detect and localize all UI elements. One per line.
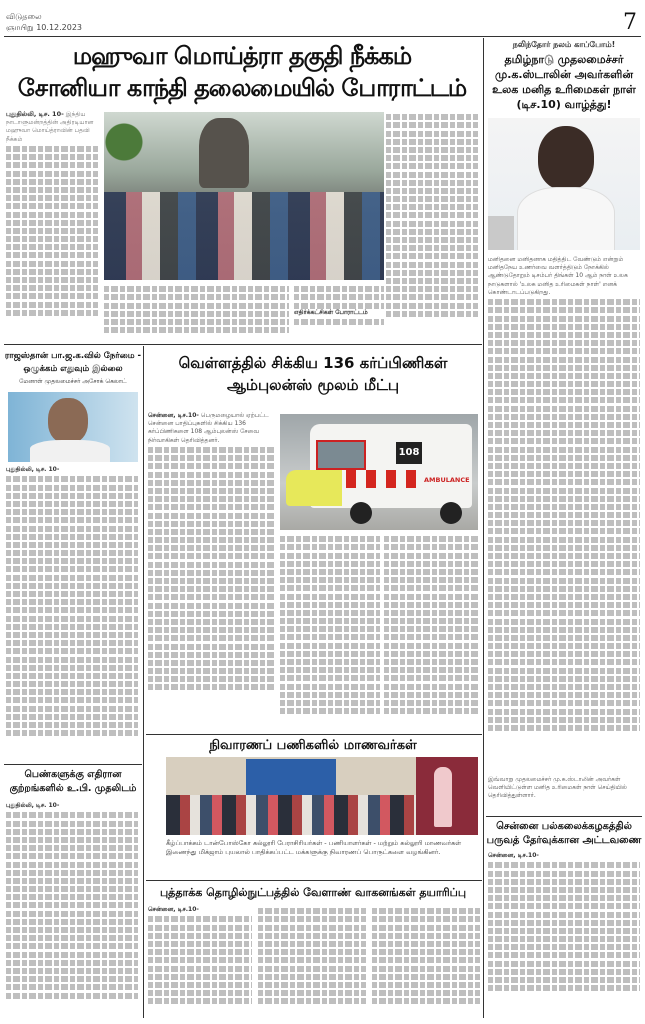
ambulance-wheel — [440, 502, 462, 524]
stalin-portrait — [488, 118, 640, 250]
portrait-head — [538, 126, 594, 190]
portrait-shirt — [518, 188, 614, 250]
lead-headline-line2: சோனியா காந்தி தலைமையில் போராட்டம் — [17, 74, 467, 102]
greeting-headline-line: தமிழ்நாடு முதலமைச்சர் — [504, 53, 624, 66]
relief-headline[interactable]: நிவாரணப் பணிகளில் மாணவர்கள் — [209, 738, 417, 753]
greeting-headline-line: மு.க.ஸ்டாலின் அவர்களின் — [495, 68, 633, 81]
portrait-bg — [488, 216, 514, 250]
ambulance-checker — [346, 470, 420, 488]
lead-story-col1 — [6, 110, 98, 340]
flood-rule — [146, 734, 482, 735]
madras-univ-dateline: சென்னை, டிச.10- — [488, 852, 539, 859]
lead-subhead: எதிர்க்கட்சிகள் போராட்டம் — [294, 308, 368, 316]
madras-univ-headline-line: சென்னை பல்கலைக்கழகத்தில் — [496, 821, 632, 832]
flood-headline-line1: வெள்ளத்தில் சிக்கிய 136 கர்ப்பிணிகள் — [178, 354, 448, 372]
banner — [246, 759, 336, 795]
gehlot-photo — [8, 392, 138, 462]
lead-story-col2 — [104, 284, 289, 340]
issue-date: ஞாயிறு 10.12.2023 — [6, 23, 83, 32]
rajasthan-body — [6, 466, 138, 762]
lead-story-col3 — [294, 284, 384, 340]
protest-photo — [104, 112, 384, 280]
innovation-dateline: சென்னை, டிச.10- — [148, 906, 199, 913]
women-crime-body — [6, 802, 138, 1018]
lead-excerpt: இந்திய நாடாளுமன்றத்தின் அதிரடியான மஹுவா மொய்த்ராவின் பதவி நீக்கம் — [6, 111, 94, 143]
ambulance-label: AMBULANCE — [424, 476, 470, 484]
gehlot-head — [48, 398, 88, 444]
relief-rule — [146, 880, 482, 881]
rajasthan-byline: மேனாள் முதலமைச்சர் அசோக் கெலாட் — [19, 378, 127, 385]
flood-body-col1 — [148, 412, 276, 732]
rajasthan-headline-line: ராஜஸ்தான் பா.ஜ.க.வில் நேர்மை - — [4, 351, 142, 361]
sidebar-rule — [486, 816, 642, 817]
rajasthan-headline-line: ஒழுக்கம் எதுவும் இல்லை — [23, 364, 123, 374]
lead-rule — [4, 344, 482, 345]
greeting-headline-line: (டிச.10) வாழ்த்து! — [516, 98, 612, 111]
greeting-closing: இவ்வாறு முதலமைச்சர் மு.க.ஸ்டாலின் அவர்கள் வெளியிட்டுள்ள மனித உரிமைகள் நாள் செய்தியில் தெரிவித்துள்ளார். — [488, 776, 627, 800]
rajasthan-headline[interactable] — [4, 350, 142, 376]
standing-person — [434, 767, 452, 827]
rajasthan-dateline: புதுதில்லி, டிச. 10- — [6, 466, 60, 473]
innovation-body-col1 — [148, 906, 252, 1018]
greeting-headline-line: உலக மனித உரிமைகள் நாள் — [492, 83, 636, 96]
palm-tree — [104, 112, 144, 202]
flood-dateline: சென்னை, டிச.10- — [148, 412, 199, 419]
column-divider — [483, 38, 484, 1018]
flood-headline-line2: ஆம்புலன்ஸ் மூலம் மீட்பு — [226, 376, 400, 394]
lead-dateline: புதுதில்லி, டிச. 10- — [6, 110, 64, 118]
flood-body-col3 — [384, 534, 480, 730]
women-crime-headline-line: குற்றங்களில் உ.பி. முதலிடம் — [9, 783, 137, 794]
ambulance-108-badge: 108 — [396, 442, 422, 464]
innovation-body-col2 — [258, 906, 366, 1018]
women-crime-headline-line: பெண்களுக்கு எதிரான — [24, 769, 122, 780]
students-group — [166, 795, 416, 835]
relief-photo — [166, 757, 478, 835]
gandhi-statue — [199, 118, 249, 188]
women-crime-dateline: புதுதில்லி, டிச. 10- — [6, 802, 60, 809]
masthead-rule — [4, 36, 641, 37]
innovation-headline[interactable]: புத்தாக்க தொழில்நுட்பத்தில் வேளாண் வாகனங்கள் தயாரிப்பு — [159, 886, 467, 899]
greeting-kicker: நலிந்தோர் நலம் காப்போம்! — [512, 40, 616, 49]
lead-headline-line1: மஹுவா மொய்த்ரா தகுதி நீக்கம் — [72, 42, 412, 70]
ambulance-photo — [280, 414, 478, 530]
ambulance-wheel — [350, 502, 372, 524]
flood-headline[interactable] — [146, 352, 480, 396]
paper-name: விடுதலை — [6, 12, 42, 21]
left-column-divider — [143, 346, 144, 1018]
ambulance-hood — [286, 470, 342, 506]
madras-univ-body — [488, 852, 640, 1016]
rajasthan-rule — [4, 764, 142, 765]
lead-story-col-right — [386, 112, 478, 340]
madras-univ-headline[interactable] — [486, 820, 642, 848]
flood-body-col2 — [280, 534, 380, 730]
crowd — [104, 192, 384, 280]
relief-caption: கீழ்ப்பாக்கம் டான்போஸ்கோ கல்லூரி பேராசிரியர்கள் - பணியாளர்கள் - மற்றும் கல்லூரி மாணவர்கள் இணைந்து மிக்ஜாம் புயலால் பாதிக்கப்பட்ட மக்களுக்கு நிவாரணப் பொருட்களை வழங்கினர். — [166, 839, 462, 856]
greeting-headline[interactable] — [486, 52, 642, 112]
lead-headline[interactable] — [4, 40, 480, 104]
innovation-body-col3 — [372, 906, 480, 1018]
page-number: 7 — [623, 10, 637, 35]
women-crime-headline[interactable] — [4, 768, 142, 796]
greeting-excerpt: மனிதனை மனிதனாக மதித்திட வேண்டும் என்றும் மனிதநேய உணர்வை வளர்த்திடும் நோக்கில் ஆண்டுதோறும் டிசம்பர் திங்கள் 10 ஆம் நாள் உலக நாடுகளால் 'உலக மனித உரிமைகள் நாள்' எனக் கொண்டாடப்படுகிறது. — [488, 256, 628, 296]
madras-univ-headline-line: பருவத் தேர்வுக்கான அட்டவணை — [486, 835, 642, 846]
greeting-body — [488, 256, 640, 772]
flood-excerpt: பெருமழையால் ஏற்பட்ட சென்னை பாதிப்புகளில் சிக்கிய 136 கர்ப்பிணிகளை 108 ஆம்புலன்ஸ் சேவை நிர்வாகிகள் தெரிவித்தனர். — [148, 412, 269, 444]
ambulance-windshield — [316, 440, 366, 470]
gehlot-shirt — [30, 440, 110, 462]
masthead — [0, 0, 645, 36]
